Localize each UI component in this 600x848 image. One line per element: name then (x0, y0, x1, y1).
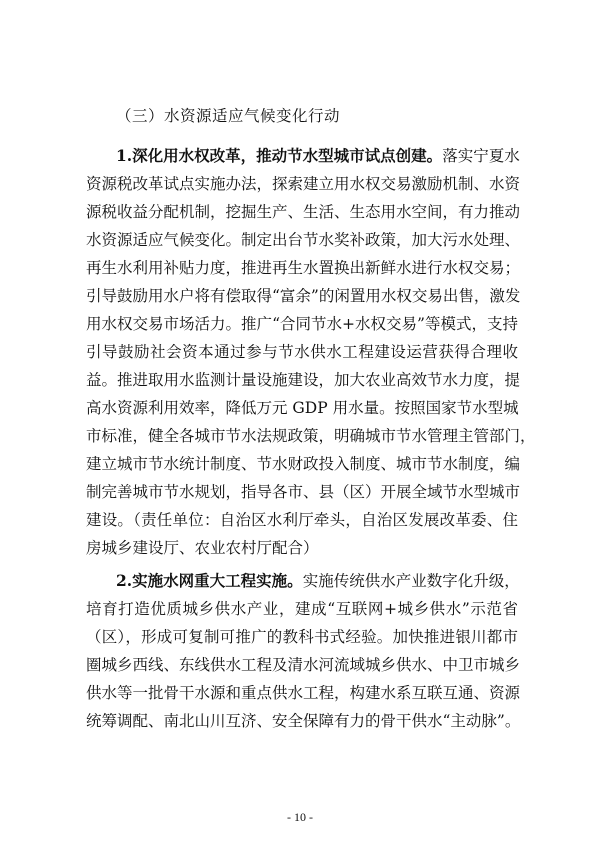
paragraph-2-line-6: 统筹调配、南北山川互济、安全保障有力的骨干供水“主动脉”。 (86, 712, 521, 730)
paragraph-2-lead: 2.实施水网重大工程实施。 (116, 571, 303, 590)
paragraph-1-line-7: 用水权交易市场活力。推广“合同节水+水权交易”等模式，支持 (86, 315, 518, 333)
paragraph-2-line-5: 供水等一批骨干水源和重点供水工程，构建水系互联互通、资源 (86, 684, 521, 702)
paragraph-1-line-1 (116, 146, 518, 166)
paragraph-1-line-4: 水资源适应气候变化。制定出台节水奖补政策，加大污水处理、 (86, 231, 521, 249)
paragraph-2-line-2: 培育打造优质城乡供水产业，建成“互联网+城乡供水”示范省 (86, 600, 518, 618)
paragraph-1-line-12: 建立城市节水统计制度、节水财政投入制度、城市节水制度，编 (86, 455, 521, 473)
paragraph-1-line-11: 市标准，健全各城市节水法规政策，明确城市节水管理主管部门， (86, 427, 536, 445)
paragraph-2-line-1 (116, 571, 518, 591)
paragraph-1-line-8: 引导鼓励社会资本通过参与节水供水工程建设运营获得合理收 (86, 343, 518, 361)
paragraph-1-text: 落实宁夏水 (442, 147, 520, 165)
paragraph-1-line-14: 建设。（责任单位：自治区水利厅牵头，自治区发展改革委、住 (86, 511, 518, 529)
section-heading: （三）水资源适应气候变化行动 (116, 107, 341, 125)
paragraph-1-line-13: 制完善城市节水规划，指导各市、县（区）开展全域节水型城市 (86, 483, 521, 501)
paragraph-2-line-4: 圈城乡西线、东线供水工程及清水河流域城乡供水、中卫市城乡 (86, 656, 521, 674)
paragraph-1-line-6: 引导鼓励用水户将有偿取得“富余”的闲置用水权交易出售，激发 (86, 287, 521, 305)
paragraph-1-line-15: 房城乡建设厅、农业农村厅配合） (86, 539, 319, 557)
paragraph-2-line-3: （区），形成可复制可推广的教科书式经验。加快推进银川都市 (86, 628, 518, 646)
paragraph-1-lead: 1.深化用水权改革，推动节水型城市试点创建。 (116, 146, 443, 165)
paragraph-1-line-9: 益。推进取用水监测计量设施建设，加大农业高效节水力度，提 (86, 371, 521, 389)
paragraph-1-line-5: 再生水利用补贴力度，推进再生水置换出新鲜水进行水权交易； (86, 259, 521, 277)
paragraph-1-line-10: 高水资源利用效率，降低万元 GDP 用水量。按照国家节水型城 (86, 399, 519, 417)
paragraph-1-line-3: 源税收益分配机制，挖掘生产、生活、生态用水空间，有力推动 (86, 203, 521, 221)
paragraph-1-line-2: 资源税改革试点实施办法，探索建立用水权交易激励机制、水资 (86, 175, 521, 193)
paragraph-2-text: 实施传统供水产业数字化升级， (302, 572, 520, 590)
page-number: - 10 - (287, 810, 313, 824)
